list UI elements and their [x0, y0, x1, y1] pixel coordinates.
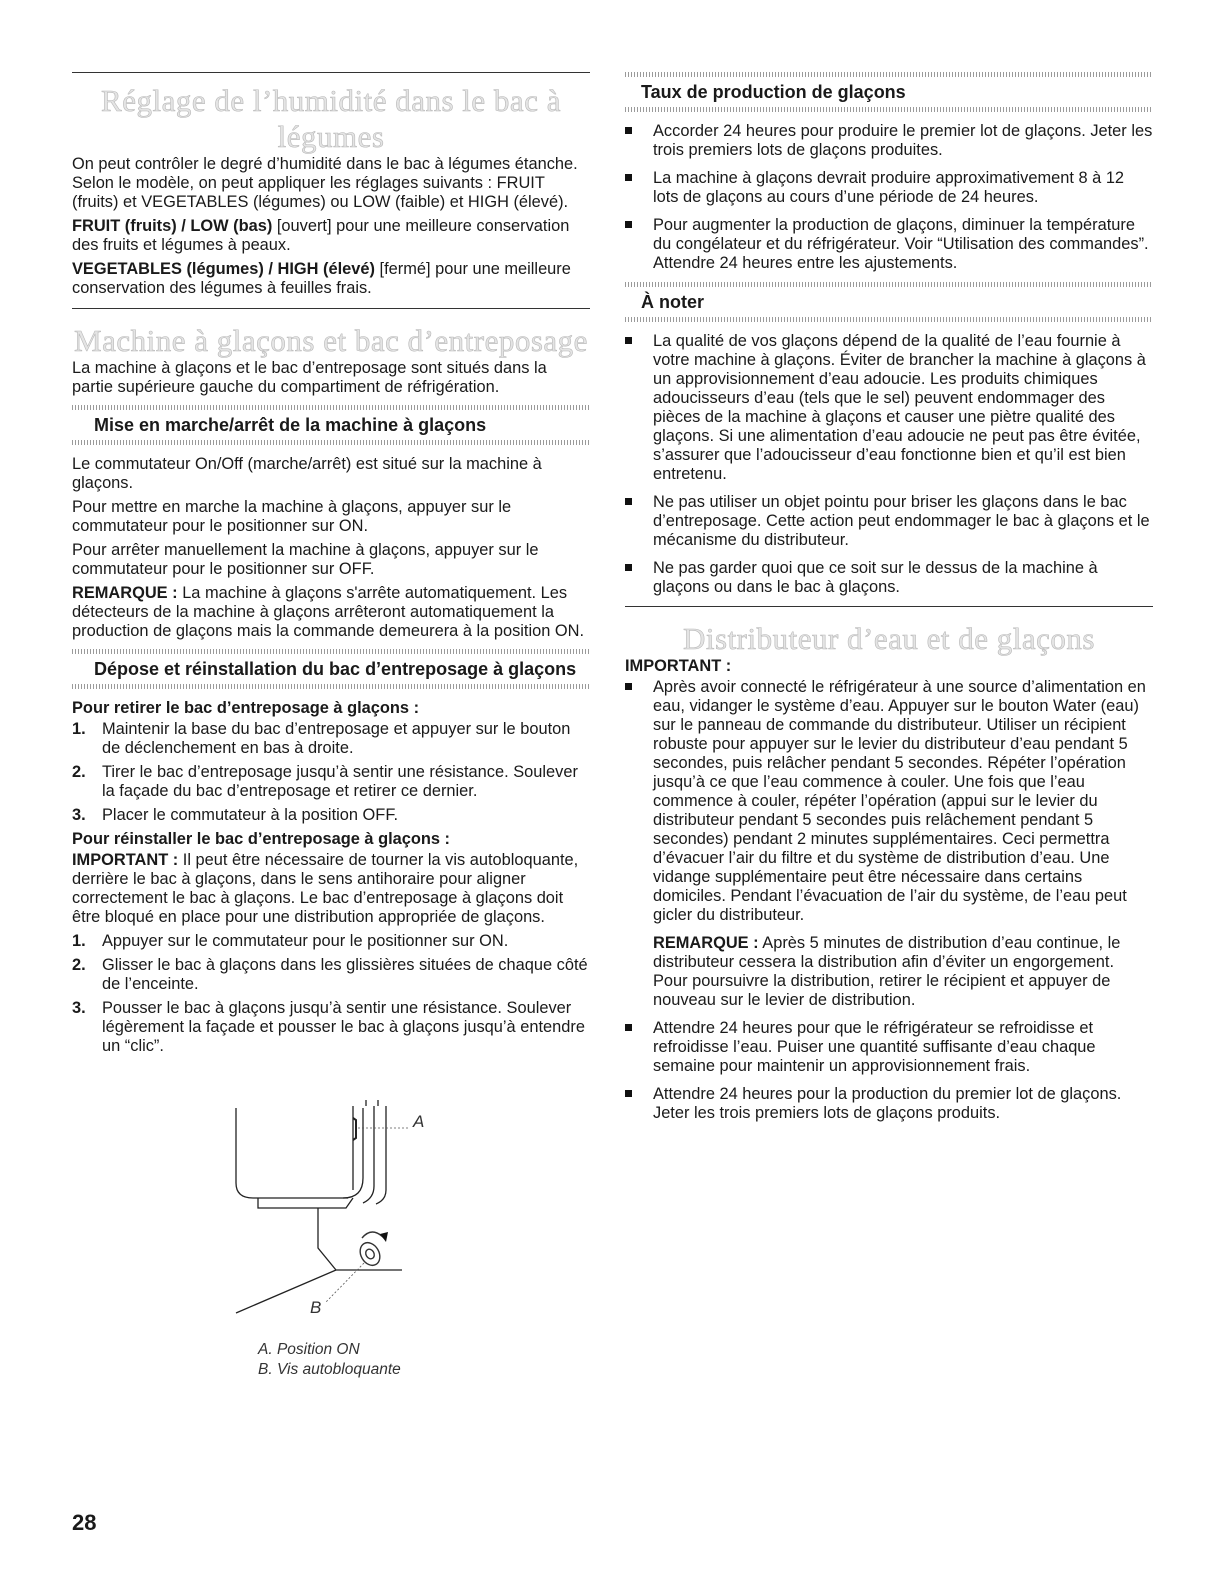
section-rule: [625, 606, 1153, 607]
callout-b: B: [310, 1298, 322, 1317]
list-item: La qualité de vos glaçons dépend de la qualité de l’eau fournie à votre machine à glaçons. Éviter de brancher la machine à glaçons à un approvisionnement d’eau adoucie. Les produits chimiques adoucisseurs d’eau (tels que le sel) peuvent endommager des pièces de la machine à glaçons et causer une piètre qualité des glaçons. Si une alimentation d’eau adoucie ne peut pas être évitée, s’assurer que l’adoucisseur d’eau fonctionne bien et qu’il est bien entretenu.: [625, 332, 1153, 484]
list-item: Après avoir connecté le réfrigérateur à une source d’alimentation en eau, vidanger le système d’eau. Appuyer sur le bouton Water (eau) sur le panneau de commande du distributeur. Utiliser un récipient robuste pour appuyer sur le levier du distributeur d’eau pendant 5 secondes, puis relâcher pendant 5 secondes. Répéter l’opération jusqu’à ce que l’eau commence à couler. Une fois que l’eau commence à couler, répéter l’opération (appui sur le levier du distributeur pendant 5 secondes puis relâchement pendant 5 secondes) pendant 2 minutes supplémentaires. Ceci permettra d’évacuer l’air du filtre et du système de distribution d’eau. Une vidange supplémentaire peut être nécessaire dans certains domiciles. Pendant l’évacuation de l’air du système, de l’eau peut gicler du distributeur. REMARQUE : Après 5 minutes de distribution d’eau continue, le distributeur cessera la distribution afin d’éviter un engorgement. Pour poursuivre la distribution, retirer le récipient et appuyer de nouveau sur le levier de distribution.: [625, 678, 1153, 1010]
install-steps: [72, 932, 590, 1056]
on-off-note: REMARQUE : La machine à glaçons s'arrête automatiquement. Les détecteurs de la machine à glaçons arrêteront automatiquement la production de glaçons mais la commande demeurera à la position ON.: [72, 584, 585, 640]
production-bullets: [625, 122, 1153, 273]
ice-bin-figure: [158, 1098, 458, 1378]
dotted-rule: [72, 684, 590, 689]
humidity-vegetables: VEGETABLES (légumes) / HIGH (élevé) [fermé] pour une meilleure conservation des légumes à feuilles frais.: [72, 260, 571, 297]
ice-bin-illustration: [158, 1098, 458, 1338]
list-item: 3. Pousser le bac à glaçons jusqu’à sentir une résistance. Soulever légèrement la façade et pousser le bac à glaçons jusqu’à entendre un “clic”.: [72, 999, 585, 1055]
dispenser-bullets: [625, 678, 1153, 1123]
heading-note: À noter: [641, 292, 704, 312]
list-item: 1. Maintenir la base du bac d’entreposage et appuyer sur le bouton de déclenchement en bas à droite.: [72, 720, 571, 757]
section-rule: [72, 72, 590, 73]
list-item: Accorder 24 heures pour produire le premier lot de glaçons. Jeter les trois premiers lots de glaçons produites.: [625, 122, 1153, 160]
heading-production-rate: Taux de production de glaçons: [641, 82, 906, 102]
list-item: Pour augmenter la production de glaçons, diminuer la température du congélateur et du réfrigérateur. Voir “Utilisation des commandes”. Attendre 24 heures entre les ajustements.: [625, 216, 1153, 273]
on-off-p2: Pour mettre en marche la machine à glaçons, appuyer sur le commutateur pour le positionner sur ON.: [72, 498, 512, 535]
caption-b: B. Vis autobloquante: [258, 1361, 401, 1378]
dotted-rule: [625, 107, 1153, 112]
install-important: IMPORTANT : Il peut être nécessaire de tourner la vis autobloquante, derrière le bac à glaçons, dans le sens antihoraire pour aligner correctement le bac à glaçons. Le bac d’entreposage à glaçons doit être bloqué en place pour une distribution appropriée de glaçons.: [72, 851, 579, 926]
remove-steps: [72, 720, 590, 825]
section-rule: [72, 308, 590, 309]
list-item: 2. Glisser le bac à glaçons dans les glissières situées de chaque côté de l’enceinte.: [72, 956, 588, 993]
list-item: La machine à glaçons devrait produire approximativement 8 à 12 lots de glaçons au cours d’une période de 24 heures.: [625, 169, 1153, 207]
list-item: Ne pas garder quoi que ce soit sur le dessus de la machine à glaçons ou dans le bac à glaçons.: [625, 559, 1153, 597]
heading-dispenser: Distributeur d’eau et de glaçons: [683, 621, 1095, 656]
right-column: [625, 72, 1153, 1132]
list-item: 2. Tirer le bac d’entreposage jusqu’à sentir une résistance. Soulever la façade du bac d’entreposage et retirer ce dernier.: [72, 763, 578, 800]
remove-lead: Pour retirer le bac d’entreposage à glaçons :: [72, 699, 420, 717]
left-column: [72, 72, 590, 1061]
dotted-rule: [625, 317, 1153, 322]
list-item: 3. Placer le commutateur à la position OFF.: [72, 806, 399, 824]
heading-bin-removal: Dépose et réinstallation du bac d’entreposage à glaçons: [94, 659, 577, 679]
humidity-intro: On peut contrôler le degré d’humidité dans le bac à légumes étanche. Selon le modèle, on peut appliquer les réglages suivants : FRUIT (fruits) et VEGETABLES (légumes) ou LOW (faible) et HIGH (élevé).: [72, 155, 578, 211]
humidity-fruit: FRUIT (fruits) / LOW (bas) [ouvert] pour une meilleure conservation des fruits et légumes à peaux.: [72, 217, 570, 254]
caption-a: A. Position ON: [258, 1341, 360, 1358]
heading-ice-maker: Machine à glaçons et bac d’entreposage: [74, 323, 588, 358]
list-item: Ne pas utiliser un objet pointu pour briser les glaçons dans le bac d’entreposage. Cette action peut endommager le bac à glaçons et le mécanisme du distributeur.: [625, 493, 1153, 550]
dispenser-note: REMARQUE : Après 5 minutes de distribution d’eau continue, le distributeur cessera la distribution afin d’éviter un engorgement. Pour poursuivre la distribution, retirer le récipient et appuyer de nouveau sur le levier de distribution.: [653, 934, 1121, 1009]
callout-a: A: [413, 1112, 425, 1131]
heading-humidity: Réglage de l’humidité dans le bac à légumes: [101, 83, 561, 154]
note-bullets: [625, 332, 1153, 597]
on-off-p3: Pour arrêter manuellement la machine à glaçons, appuyer sur le commutateur pour le positionner sur OFF.: [72, 541, 539, 578]
install-lead: Pour réinstaller le bac d’entreposage à glaçons :: [72, 830, 451, 848]
list-item: 1. Appuyer sur le commutateur pour le positionner sur ON.: [72, 932, 509, 950]
page-number: 28: [72, 1510, 97, 1535]
ice-maker-intro: La machine à glaçons et le bac d’entreposage sont situés dans la partie supérieure gauche du compartiment de réfrigération.: [72, 359, 547, 396]
list-item: Attendre 24 heures pour que le réfrigérateur se refroidisse et refroidisse l’eau. Puiser une quantité suffisante d’eau chaque semaine pour maintenir un approvisionnement frais.: [625, 1019, 1153, 1076]
list-item: Attendre 24 heures pour la production du premier lot de glaçons. Jeter les trois premiers lots de glaçons produits.: [625, 1085, 1153, 1123]
dotted-rule: [72, 440, 590, 445]
dispenser-important: IMPORTANT :: [625, 657, 732, 675]
on-off-p1: Le commutateur On/Off (marche/arrêt) est situé sur la machine à glaçons.: [72, 455, 542, 492]
heading-on-off: Mise en marche/arrêt de la machine à glaçons: [94, 415, 487, 435]
